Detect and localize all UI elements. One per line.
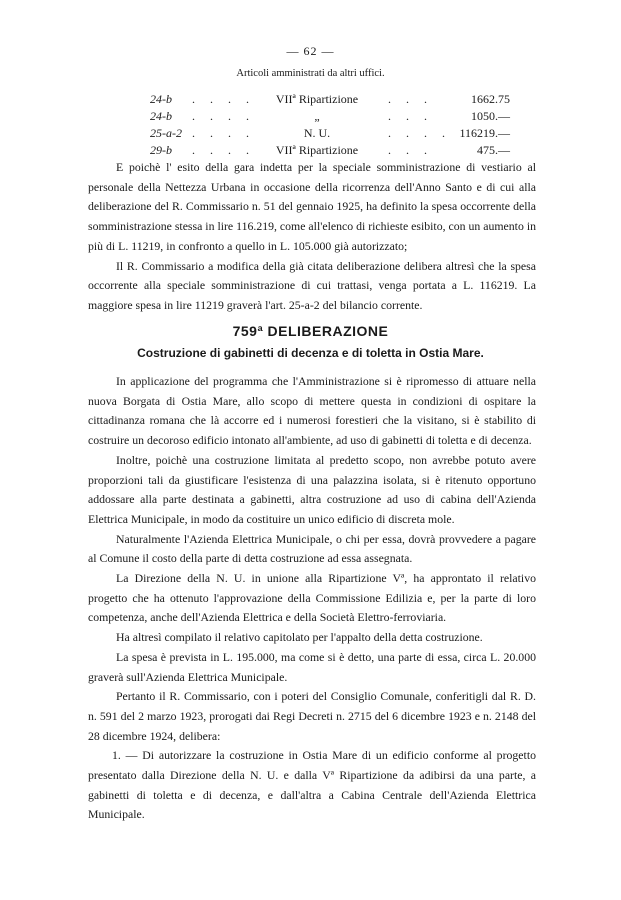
paragraph: Ha altresì compilato il relativo capitolato per l'appalto della detta costruzione. (116, 630, 483, 645)
ledger-amount: 1662.75 (471, 92, 510, 106)
paragraph: La spesa è prevista in L. 195.000, ma come si è detto, una parte di essa, circa L. 20.000 graverà sull'Azienda Elettrica Municipale. (88, 649, 536, 684)
deliberation-subtitle: Costruzione di gabinetti di decenza e di toletta in Ostia Mare. (137, 346, 484, 360)
ledger-row (150, 126, 510, 143)
ledger-department: N. U. (303, 126, 331, 140)
ledger-code: 24-b (150, 109, 172, 123)
paragraph: Il R. Commissario a modifica della già citata deliberazione delibera altresì che la spesa occorrente alla speciale somministrazione di cui trattasi, venga portata a L. 116219. La maggiore spesa in lire 11219 graverà l'art. 25-a-2 del bilancio corrente. (88, 258, 536, 312)
ledger-department: „ (314, 109, 320, 123)
paragraph: Inoltre, poichè una costruzione limitata al predetto scopo, non avrebbe potuto avere proporzioni tali da giustificare l'esistenza di una palazzina isolata, si è ritenuto opportuno addossare alla parte destinata a gabinetti, altra costruzione ad uso di cabina dell'Azienda Elettrica Municipale, in modo da costituire un unico edificio di discreta mole. (88, 452, 536, 526)
ledger-leader-dots: . . . (388, 92, 433, 106)
deliberation-body (88, 372, 536, 825)
ledger-code: 29-b (150, 143, 172, 157)
paragraph: La Direzione della N. U. in unione alla Ripartizione Vª, ha approntato il relativo progetto che ha ottenuto l'approvazione della Commissione Edilizia e, per la parte di loro competenza, anche dell'Azienda Elettrica e della Società Elettro-ferroviaria. (88, 571, 536, 625)
ledger-row (150, 92, 510, 109)
ledger-leader-dots: . . . (388, 109, 433, 123)
paragraph: Naturalmente l'Azienda Elettrica Municipale, o chi per essa, dovrà provvedere a pagare al Comune il costo della parte di detta costruzione ad essa assegnata. (88, 531, 536, 566)
ledger-code: 25-a-2 (150, 126, 182, 140)
paragraph: In applicazione del programma che l'Amministrazione si è ripromesso di attuare nella nuova Borgata di Ostia Mare, allo scopo di mettere questa in condizioni di ospitare la cittadinanza romana che là accorre ed i numerosi forestieri che la visitano, si è stabilito di costruire un decoroso edificio intonato all'ambiente, ad uso di gabinetti di toletta e di decenza. (88, 374, 536, 448)
ledger-amount: 1050.— (471, 109, 510, 123)
preamble-text (88, 158, 536, 316)
ledger-leader-dots: . . . . (192, 92, 255, 106)
ledger-leader-dots: . . . . (192, 126, 255, 140)
ledger-amount: 116219.— (459, 126, 510, 140)
deliberation-title: 759ª DELIBERAZIONE (232, 323, 389, 339)
ledger-leader-dots: . . . . (388, 126, 451, 140)
ledger-department: VIIª Ripartizione (275, 92, 359, 106)
ledger-row (150, 109, 510, 126)
resolution-item: 1. — Di autorizzare la costruzione in Ostia Mare di un edificio conforme al progetto presentato dalla Direzione della N. U. e dalla Vª Ripartizione da adibirsi da una parte, a gabinetti di toletta e di decenza, e dall'altra a Cabina Centrale dell'Azienda Elettrica Municipale. (88, 748, 536, 822)
paragraph: E poichè l' esito della gara indetta per la speciale somministrazione di vestiario al personale della Nettezza Urbana in occasione della ricorrenza dell'Anno Santo e di cui alla deliberazione del R. Commissario n. 51 del gennaio 1925, ha definito la spesa occorrente della somministrazione stessa in lire 116.219, come all'elenco di richieste esibito, con un aumento in più di L. 11219, in confronto a quello in L. 105.000 già autorizzato; (88, 160, 536, 253)
ledger-code: 24-b (150, 92, 172, 106)
ledger-table (150, 92, 510, 160)
ledger-department: VIIª Ripartizione (275, 143, 359, 157)
ledger-amount: 475.— (477, 143, 510, 157)
page-number: — 62 — (286, 44, 335, 58)
ledger-leader-dots: . . . (388, 143, 433, 157)
section-caption: Articoli amministrati da altri uffici. (236, 68, 385, 79)
ledger-leader-dots: . . . . (192, 109, 255, 123)
ledger-leader-dots: . . . . (192, 143, 255, 157)
paragraph: Pertanto il R. Commissario, con i poteri del Consiglio Comunale, conferitigli dal R. D. n. 591 del 2 marzo 1923, prorogati dai Regi Decreti n. 2715 del 6 dicembre 1923 e n. 2148 del 28 dicembre 1924, delibera: (88, 689, 536, 743)
